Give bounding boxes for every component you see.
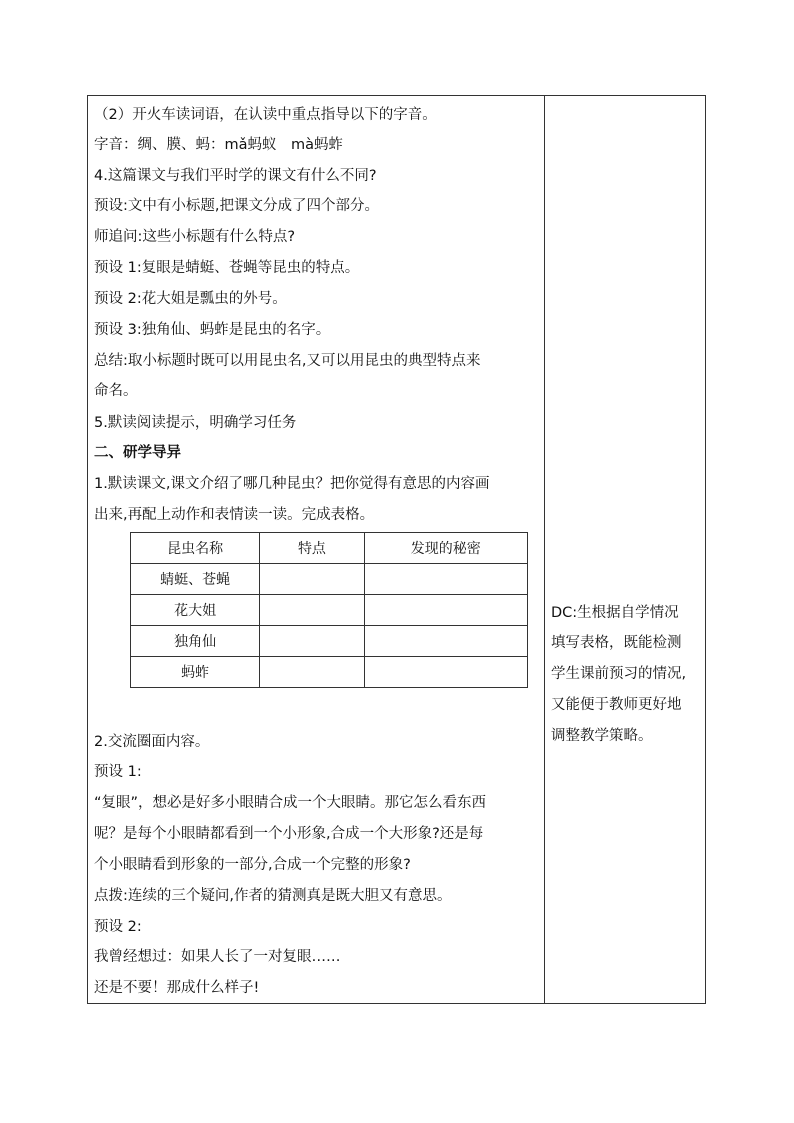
table-cell bbox=[260, 595, 364, 626]
guidance-line: 点拨:连续的三个疑问,作者的猜测真是既大胆又有意思。 bbox=[94, 888, 452, 904]
design-note-line: 又能便于教师更好地 bbox=[551, 697, 682, 713]
preset-line: 预设 1:复眼是蜻蜓、苍蝇等昆虫的特点。 bbox=[94, 260, 360, 276]
table-cell bbox=[364, 564, 527, 595]
table-row bbox=[131, 595, 528, 626]
design-note-line: 调整教学策略。 bbox=[551, 728, 653, 744]
table-header: 发现的秘密 bbox=[364, 533, 527, 564]
design-note-line: 学生课前预习的情况, bbox=[551, 666, 687, 682]
preset-line: 预设 2:花大姐是瓢虫的外号。 bbox=[94, 291, 287, 307]
discussion-line: 2.交流圈面内容。 bbox=[94, 734, 210, 750]
design-note-line: DC:生根据自学情况 bbox=[551, 605, 679, 621]
task-line: 1.默读课文,课文介绍了哪几种昆虫？把你觉得有意思的内容画 bbox=[94, 476, 490, 492]
table-row bbox=[131, 657, 528, 688]
summary-line: 命名。 bbox=[94, 383, 138, 399]
instruction-line: （2）开火车读词语，在认读中重点指导以下的字音。 bbox=[94, 107, 437, 123]
task-line: 5.默读阅读提示，明确学习任务 bbox=[94, 415, 297, 431]
preset-line: 预设 1: bbox=[94, 764, 142, 780]
pronunciation-line: 字音：绸、膜、蚂：mǎ蚂蚁 mà蚂蚱 bbox=[94, 137, 344, 153]
table-cell bbox=[364, 626, 527, 657]
preset-line: 预设 3:独角仙、蚂蚱是昆虫的名字。 bbox=[94, 322, 331, 338]
table-cell: 蜻蜓、苍蝇 bbox=[131, 564, 260, 595]
quote-line: 呢？是每个小眼睛都看到一个小形象,合成一个大形象?还是每 bbox=[94, 826, 484, 842]
table-row bbox=[131, 564, 528, 595]
table-cell: 蚂蚱 bbox=[131, 657, 260, 688]
section-heading: 二、研学导异 bbox=[94, 445, 181, 461]
preset-line: 预设 2: bbox=[94, 919, 142, 935]
table-cell bbox=[364, 595, 527, 626]
table-header: 昆虫名称 bbox=[131, 533, 260, 564]
table-cell: 独角仙 bbox=[131, 626, 260, 657]
table-cell bbox=[260, 564, 364, 595]
quote-line: 我曾经想过：如果人长了一对复眼…… bbox=[94, 949, 341, 965]
table-cell bbox=[364, 657, 527, 688]
quote-line: 还是不要！那成什么样子! bbox=[94, 980, 260, 996]
answer-line: 预设:文中有小标题,把课文分成了四个部分。 bbox=[94, 198, 379, 214]
quote-line: 个小眼睛看到形象的一部分,合成一个完整的形象? bbox=[94, 857, 411, 873]
insect-table bbox=[130, 532, 528, 688]
follow-up-line: 师追问:这些小标题有什么特点? bbox=[94, 229, 296, 245]
quote-line: “复眼”，想必是好多小眼睛合成一个大眼睛。那它怎么看东西 bbox=[94, 795, 487, 811]
task-line: 出来,再配上动作和表情读一读。完成表格。 bbox=[94, 507, 375, 523]
column-divider bbox=[544, 96, 545, 1003]
table-header-row bbox=[131, 533, 528, 564]
table-cell bbox=[260, 626, 364, 657]
question-line: 4.这篇课文与我们平时学的课文有什么不同? bbox=[94, 168, 377, 184]
table-cell: 花大姐 bbox=[131, 595, 260, 626]
summary-line: 总结:取小标题时既可以用昆虫名,又可以用昆虫的典型特点来 bbox=[94, 353, 481, 369]
table-header: 特点 bbox=[260, 533, 364, 564]
table-row bbox=[131, 626, 528, 657]
design-note-line: 填写表格，既能检测 bbox=[551, 635, 682, 651]
lesson-plan-table bbox=[87, 95, 706, 1004]
table-cell bbox=[260, 657, 364, 688]
